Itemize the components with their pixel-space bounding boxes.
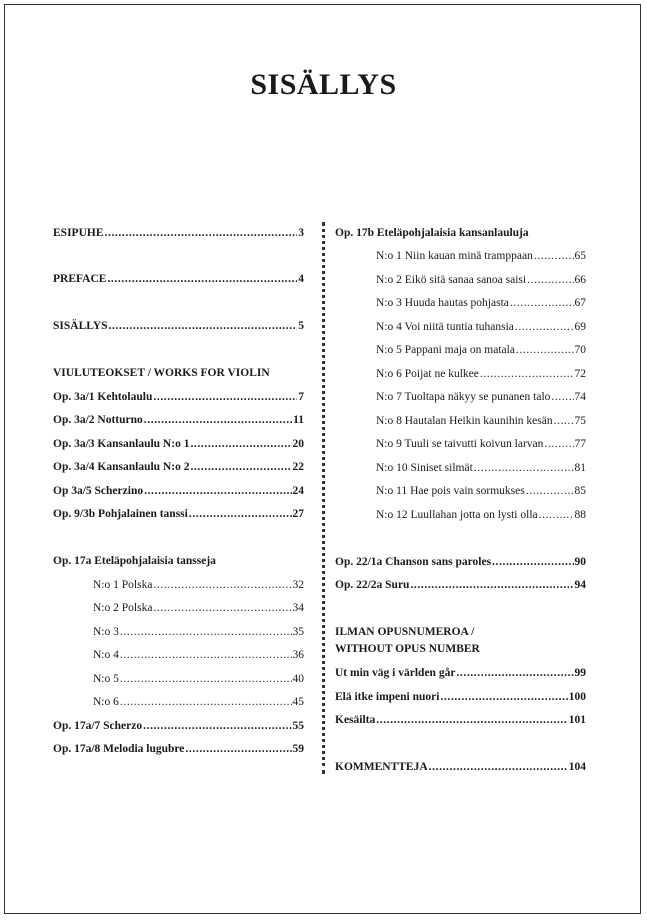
toc-entry-label: N:o 1 Polska [93,579,153,591]
leader-dots [376,713,568,727]
leader-dots [456,666,573,680]
toc-entry-op9-3b[interactable] [53,507,304,521]
toc-entry-label: Op. 22/2a Suru [335,579,410,591]
leader-dots [190,460,291,474]
toc-entry-esipuhe[interactable] [53,226,304,240]
toc-entry-label: N:o 12 Luullahan jotta on lysti olla [376,509,538,521]
toc-entry-op3a2[interactable] [53,413,304,427]
leader-dots [109,319,298,333]
toc-entry-page: 27 [292,508,304,520]
toc-entry-label: Op. 17a/7 Scherzo [53,720,143,732]
toc-entry-label: SISÄLLYS [53,320,108,332]
leader-dots [153,601,291,615]
toc-entry-label: Op. 22/1a Chanson sans paroles [335,556,492,568]
toc-entry-page: 36 [292,649,304,661]
toc-entry-label: Kesäilta [335,714,376,726]
toc-entry-page: 74 [574,391,586,403]
leader-dots [120,625,292,639]
toc-entry-label: KOMMENTTEJA [335,761,428,773]
toc-entry-label: Op 3a/5 Scherzino [53,485,144,497]
toc-entry-page: 4 [298,273,304,285]
leader-dots [185,742,291,756]
leader-dots [534,249,574,263]
toc-entry-op17a-4[interactable] [93,648,304,662]
toc-entry-op17b-10[interactable] [376,461,586,475]
toc-entry-page: 99 [574,667,586,679]
section-heading-no-opus: ILMAN OPUSNUMEROA / [335,626,475,638]
toc-entry-op17b-12[interactable] [376,508,586,522]
toc-entry-label: N:o 8 Hautalan Heikin kaunihin kesän [376,415,553,427]
toc-entry-page: 59 [292,743,304,755]
leader-dots [526,484,574,498]
leader-dots [144,484,291,498]
toc-entry-ut-min-vag[interactable] [335,666,586,680]
toc-entry-label: N:o 6 Poijat ne kulkee [376,368,479,380]
toc-entry-page: 40 [292,673,304,685]
toc-entry-page: 45 [292,696,304,708]
toc-entry-page: 11 [293,414,304,426]
toc-entry-op17b-6[interactable] [376,367,586,381]
toc-entry-label: Op. 3a/3 Kansanlaulu N:o 1 [53,438,190,450]
toc-entry-page: 70 [574,344,586,356]
leader-dots [492,555,573,569]
toc-entry-label: Op. 17a/8 Melodia lugubre [53,743,185,755]
toc-entry-label: N:o 6 [93,696,119,708]
toc-entry-label: N:o 5 Pappani maja on matala [376,344,515,356]
toc-entry-label: Op. 3a/1 Kehtolaulu [53,391,153,403]
toc-entry-page: 90 [574,556,586,568]
toc-entry-op17a-3[interactable] [93,625,304,639]
leader-dots [429,760,568,774]
toc-entry-page: 81 [574,462,586,474]
toc-entry-op17a8[interactable] [53,742,304,756]
toc-entry-page: 55 [292,720,304,732]
leader-dots [510,296,574,310]
leader-dots [153,578,291,592]
toc-entry-op17a-1[interactable] [93,578,304,592]
toc-entry-op17b-11[interactable] [376,484,586,498]
toc-entry-page: 35 [292,626,304,638]
toc-entry-page: 104 [568,761,586,773]
toc-entry-label: N:o 9 Tuuli se taivutti koivun larvan [376,438,544,450]
toc-entry-op17b-5[interactable] [376,343,586,357]
toc-entry-page: 20 [292,438,304,450]
leader-dots [410,578,573,592]
leader-dots [120,672,292,686]
toc-entry-ela-itke[interactable] [335,690,586,704]
toc-entry-op17a-2[interactable] [93,601,304,615]
leader-dots [474,461,574,475]
leader-dots [190,437,291,451]
toc-entry-page: 7 [298,391,304,403]
toc-entry-label: N:o 2 Polska [93,602,153,614]
leader-dots [480,367,574,381]
toc-entry-label: N:o 3 Huuda hautas pohjasta [376,297,509,309]
leader-dots [544,437,573,451]
toc-entry-op17a-5[interactable] [93,672,304,686]
toc-entry-label: N:o 5 [93,673,119,685]
leader-dots [105,226,298,240]
toc-entry-page: 3 [298,227,304,239]
leader-dots [440,690,567,704]
toc-entry-kesailta[interactable] [335,713,586,727]
leader-dots [120,648,292,662]
toc-entry-page: 75 [574,415,586,427]
toc-entry-page: 67 [574,297,586,309]
toc-entry-label: N:o 4 [93,649,119,661]
section-heading-violin: VIULUTEOKSET / WORKS FOR VIOLIN [53,367,270,379]
toc-entry-page: 88 [574,509,586,521]
leader-dots [516,343,574,357]
leader-dots [120,695,292,709]
toc-entry-page: 85 [574,485,586,497]
toc-entry-page: 72 [574,368,586,380]
toc-entry-label: N:o 11 Hae pois vain sormukses [376,485,525,497]
toc-entry-label: N:o 10 Siniset silmät [376,462,473,474]
column-divider [322,222,325,774]
toc-entry-page: 24 [292,485,304,497]
toc-entry-preface[interactable] [53,272,304,286]
toc-entry-label: Op. 9/3b Pohjalainen tanssi [53,508,188,520]
toc-entry-kommentteja[interactable] [335,760,586,774]
toc-entry-label: N:o 4 Voi niitä tuntia tuhansia [376,321,514,333]
toc-entry-page: 5 [298,320,304,332]
toc-entry-op17b-4[interactable] [376,320,586,334]
leader-dots [153,390,297,404]
leader-dots [107,272,297,286]
toc-entry-label: Elä itke impeni nuori [335,691,440,703]
leader-dots [515,320,574,334]
toc-entry-label: N:o 1 Niin kauan minä tramppaan [376,250,533,262]
toc-entry-label: N:o 2 Eikö sitä sanaa sanoa saisi [376,274,527,286]
toc-entry-label: Ut min väg i världen går [335,667,456,679]
leader-dots [551,390,573,404]
leader-dots [144,413,292,427]
toc-entry-page: 22 [292,461,304,473]
toc-entry-page: 77 [574,438,586,450]
toc-entry-op3a3[interactable] [53,437,304,451]
toc-entry-op22-2a[interactable] [335,578,586,592]
section-heading-op17b: Op. 17b Eteläpohjalaisia kansanlauluja [335,227,529,239]
leader-dots [189,507,292,521]
toc-entry-op17b-2[interactable] [376,273,586,287]
toc-entry-page: 101 [568,714,586,726]
toc-entry-op17a7[interactable] [53,719,304,733]
toc-entry-label: ESIPUHE [53,227,104,239]
leader-dots [527,273,573,287]
toc-entry-label: PREFACE [53,273,107,285]
toc-entry-op17b-8[interactable] [376,414,586,428]
leader-dots [554,414,574,428]
toc-entry-page: 34 [292,602,304,614]
toc-entry-op17a-6[interactable] [93,695,304,709]
toc-entry-label: Op. 3a/4 Kansanlaulu N:o 2 [53,461,190,473]
section-heading-no-opus-en: WITHOUT OPUS NUMBER [335,643,480,655]
toc-entry-op3a4[interactable] [53,460,304,474]
leader-dots [539,508,574,522]
page-title: SISÄLLYS [250,68,397,101]
toc-entry-op17b-1[interactable] [376,249,586,263]
toc-entry-op22-1a[interactable] [335,555,586,569]
toc-entry-op17b-3[interactable] [376,296,586,310]
toc-entry-op17b-7[interactable] [376,390,586,404]
leader-dots [143,719,291,733]
toc-entry-label: N:o 3 [93,626,119,638]
toc-entry-page: 66 [574,274,586,286]
toc-entry-op3a1[interactable] [53,390,304,404]
section-heading-op17a: Op. 17a Eteläpohjalaisia tansseja [53,555,216,567]
toc-entry-page: 100 [568,691,586,703]
toc-entry-op17b-9[interactable] [376,437,586,451]
toc-entry-sisallys[interactable] [53,319,304,333]
toc-entry-page: 65 [574,250,586,262]
toc-entry-label: N:o 7 Tuoltapa näkyy se punanen talo [376,391,551,403]
toc-entry-page: 32 [292,579,304,591]
toc-entry-op3a5[interactable] [53,484,304,498]
toc-entry-label: Op. 3a/2 Notturno [53,414,143,426]
toc-entry-page: 94 [574,579,586,591]
toc-entry-page: 69 [574,321,586,333]
